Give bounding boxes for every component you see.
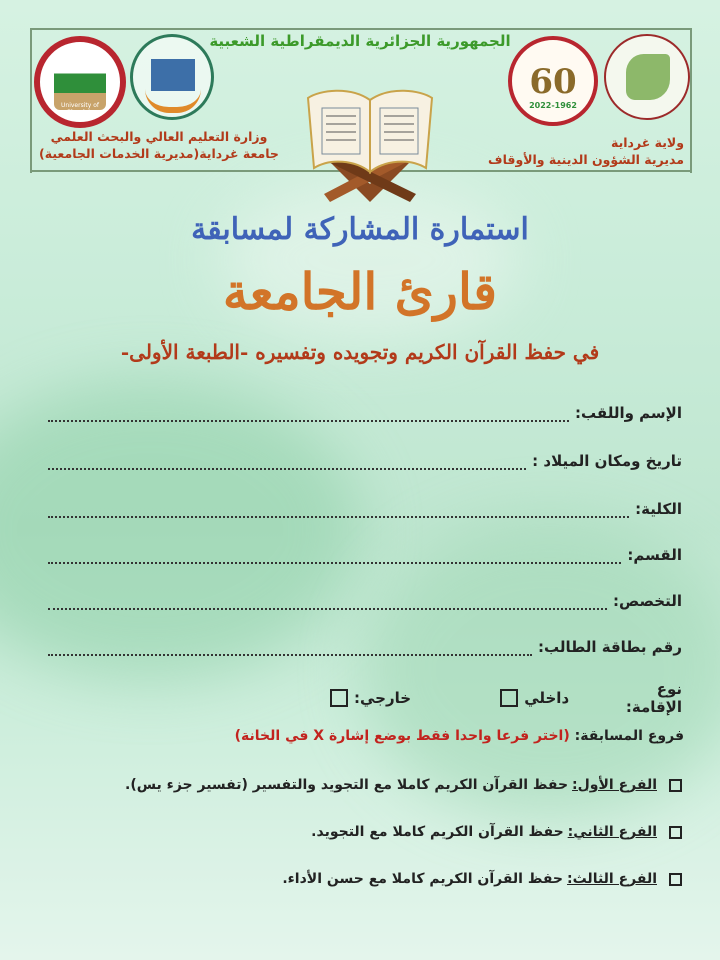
field-department[interactable] bbox=[48, 546, 682, 564]
bg-wash bbox=[360, 520, 720, 820]
field-label: الكلية: bbox=[635, 500, 682, 518]
university-services-logo bbox=[130, 34, 214, 120]
branch-checkbox[interactable] bbox=[669, 826, 682, 839]
religious-affairs-logo bbox=[604, 34, 690, 120]
hands-icon bbox=[145, 89, 201, 113]
field-label: رقم بطاقة الطالب: bbox=[538, 638, 682, 656]
residence-external-checkbox[interactable] bbox=[330, 689, 348, 707]
dotted-line[interactable] bbox=[48, 640, 532, 656]
branches-heading bbox=[235, 728, 684, 744]
field-full-name[interactable] bbox=[48, 404, 682, 422]
competition-description: في حفظ القرآن الكريم وتجويده وتفسيره -الطبعة الأولى- bbox=[120, 340, 600, 364]
branch-name: الفرع الثالث: bbox=[567, 871, 657, 887]
map-icon bbox=[626, 54, 670, 100]
ministry-block bbox=[34, 128, 284, 162]
university-logo-caption: University of Ghardaia bbox=[61, 102, 99, 116]
residence-internal-checkbox[interactable] bbox=[500, 689, 518, 707]
branch-item-2[interactable] bbox=[311, 824, 682, 840]
residence-label: نوع الإقامة: bbox=[625, 680, 682, 716]
header-frame-right bbox=[690, 28, 692, 173]
branches-label: فروع المسابقة: bbox=[574, 728, 684, 744]
form-subtitle: استمارة المشاركة لمسابقة bbox=[191, 212, 529, 247]
branch-item-3[interactable] bbox=[282, 871, 682, 887]
branch-text: حفظ القرآن الكريم كاملا مع حسن الأداء. bbox=[282, 871, 564, 887]
wilaya-name: ولاية غرداية bbox=[611, 135, 684, 150]
residence-internal-label: داخلي bbox=[524, 689, 570, 707]
building-icon bbox=[151, 59, 195, 91]
university-directorate: جامعة غرداية(مديرية الخدمات الجامعية) bbox=[39, 146, 279, 161]
residence-external-option[interactable] bbox=[330, 689, 411, 707]
quran-book-icon bbox=[300, 76, 440, 202]
residence-external-label: خارجي: bbox=[354, 689, 412, 707]
dotted-line[interactable] bbox=[48, 594, 607, 610]
anniversary-years: 2022-1962 bbox=[529, 101, 577, 110]
wilaya-block bbox=[444, 134, 684, 168]
dotted-line[interactable] bbox=[48, 406, 569, 422]
university-logo bbox=[34, 36, 126, 128]
field-label: التخصص: bbox=[613, 592, 682, 610]
independence-anniversary-logo bbox=[508, 36, 598, 126]
branches-instruction: (اختر فرعا واحدا فقط بوضع إشارة X في الخانة) bbox=[234, 728, 570, 744]
dotted-line[interactable] bbox=[48, 454, 526, 470]
dotted-line[interactable] bbox=[48, 502, 629, 518]
branch-text: حفظ القرآن الكريم كاملا مع التجويد والتفسير (تفسير جزء يس). bbox=[125, 777, 569, 793]
header-frame-top bbox=[30, 28, 692, 30]
field-label: القسم: bbox=[627, 546, 682, 564]
branch-checkbox[interactable] bbox=[669, 779, 682, 792]
field-faculty[interactable] bbox=[48, 500, 682, 518]
branch-checkbox[interactable] bbox=[669, 873, 682, 886]
branch-name: الفرع الثاني: bbox=[567, 824, 657, 840]
competition-title: قارئ الجامعة bbox=[222, 262, 498, 321]
field-specialty[interactable] bbox=[48, 592, 682, 610]
field-birth-date-place[interactable] bbox=[48, 452, 682, 470]
branch-text: حفظ القرآن الكريم كاملا مع التجويد. bbox=[311, 824, 564, 840]
field-student-card-number[interactable] bbox=[48, 638, 682, 656]
branch-name: الفرع الأول: bbox=[572, 777, 657, 793]
branch-item-1[interactable] bbox=[125, 777, 682, 793]
republic-title: الجمهورية الجزائرية الديمقراطية الشعبية bbox=[209, 32, 511, 50]
dotted-line[interactable] bbox=[48, 548, 621, 564]
residence-internal-option[interactable] bbox=[500, 689, 569, 707]
header-frame-left bbox=[30, 28, 32, 173]
residence-row bbox=[330, 680, 682, 716]
field-label: الإسم واللقب: bbox=[575, 404, 682, 422]
anniversary-number: 60 bbox=[529, 62, 577, 102]
field-label: تاريخ ومكان الميلاد : bbox=[532, 452, 682, 470]
bg-wash bbox=[0, 380, 360, 680]
religious-affairs-directorate: مديرية الشؤون الدينية والأوقاف bbox=[488, 152, 684, 167]
ministry-name: وزارة التعليم العالي والبحث العلمي bbox=[50, 129, 268, 144]
